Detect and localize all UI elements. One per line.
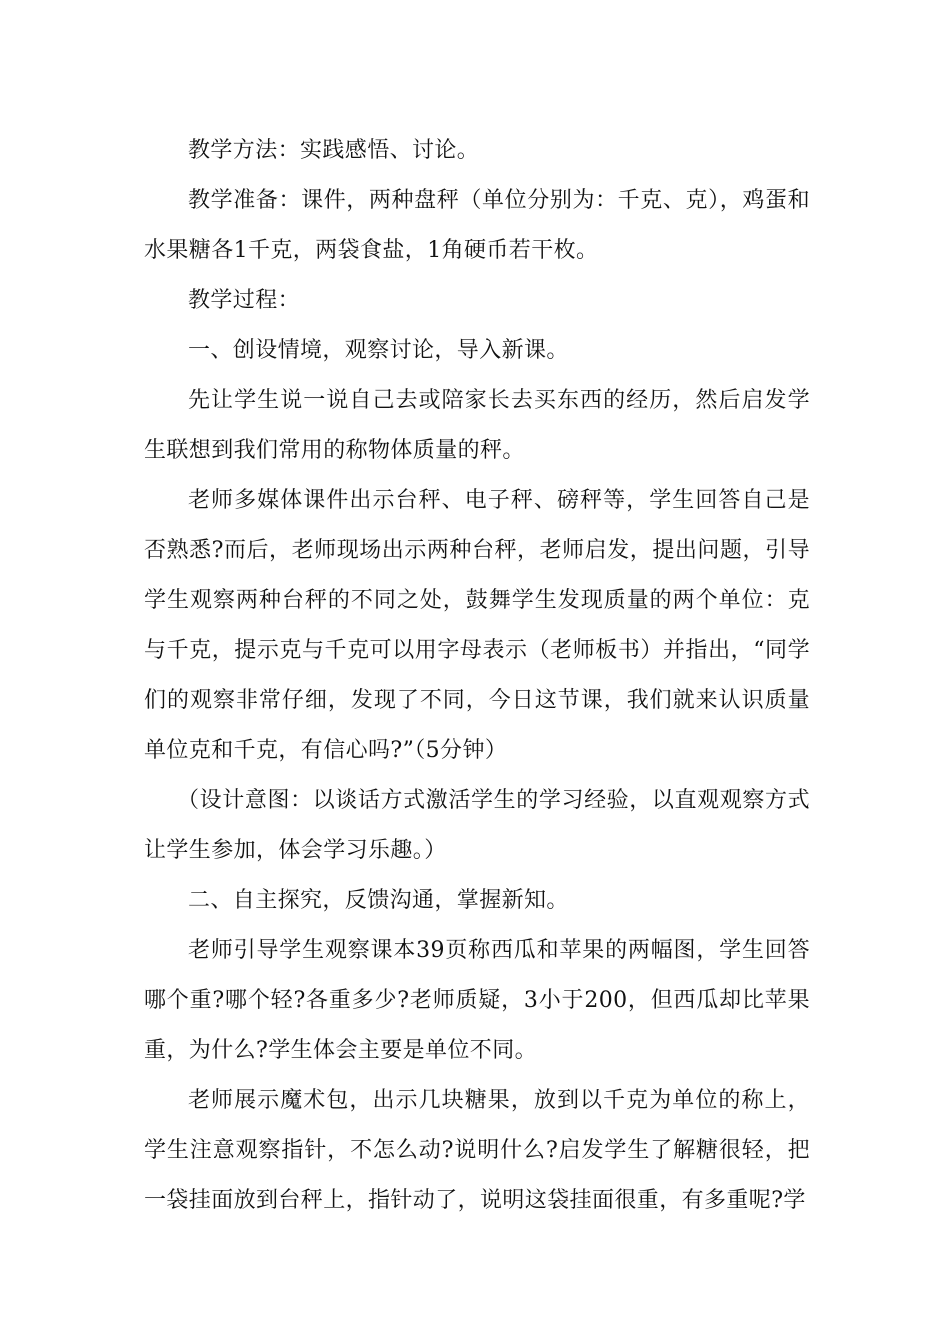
paragraph-design-intent: （设计意图：以谈话方式激活学生的学习经验，以直观观察方式让学生参加，体会学习乐趣。） — [144, 788, 810, 863]
paragraph-textbook-watermelon-apple: 老师引导学生观察课本39页称西瓜和苹果的两幅图，学生回答哪个重?哪个轻?各重多少?老师质疑，3小于200，但西瓜却比苹果重，为什么?学生体会主要是单位不同。 — [144, 938, 810, 1063]
paragraph-teaching-process-heading: 教学过程： — [188, 288, 301, 313]
document-body — [144, 126, 810, 1226]
section-heading-one: 一、创设情境，观察讨论，导入新课。 — [188, 338, 569, 363]
paragraph-teaching-method: 教学方法：实践感悟、讨论。 — [188, 138, 480, 163]
paragraph-intro-discussion: 先让学生说一说自己去或陪家长去买东西的经历，然后启发学生联想到我们常用的称物体质量的秤。 — [144, 388, 810, 463]
paragraph-magic-bag-demo: 老师展示魔术包，出示几块糖果，放到以千克为单位的称上，学生注意观察指针，不怎么动?说明什么?启发学生了解糖很轻，把一袋挂面放到台秤上，指针动了，说明这袋挂面很重，有多重呢?学 — [144, 1088, 810, 1213]
section-heading-two: 二、自主探究，反馈沟通，掌握新知。 — [188, 888, 569, 913]
paragraph-teaching-preparation: 教学准备：课件，两种盘秤（单位分别为：千克、克），鸡蛋和水果糖各1千克，两袋食盐，1角硬币若干枚。 — [144, 188, 810, 263]
paragraph-scales-observation: 老师多媒体课件出示台秤、电子秤、磅秤等，学生回答自己是否熟悉?而后，老师现场出示两种台秤，老师启发，提出问题，引导学生观察两种台秤的不同之处，鼓舞学生发现质量的两个单位：克与千克，提示克与千克可以用字母表示（老师板书）并指出，“同学们的观察非常仔细，发现了不同，今日这节课，我们就来认识质量单位克和千克，有信心吗?”（5分钟） — [144, 488, 810, 763]
